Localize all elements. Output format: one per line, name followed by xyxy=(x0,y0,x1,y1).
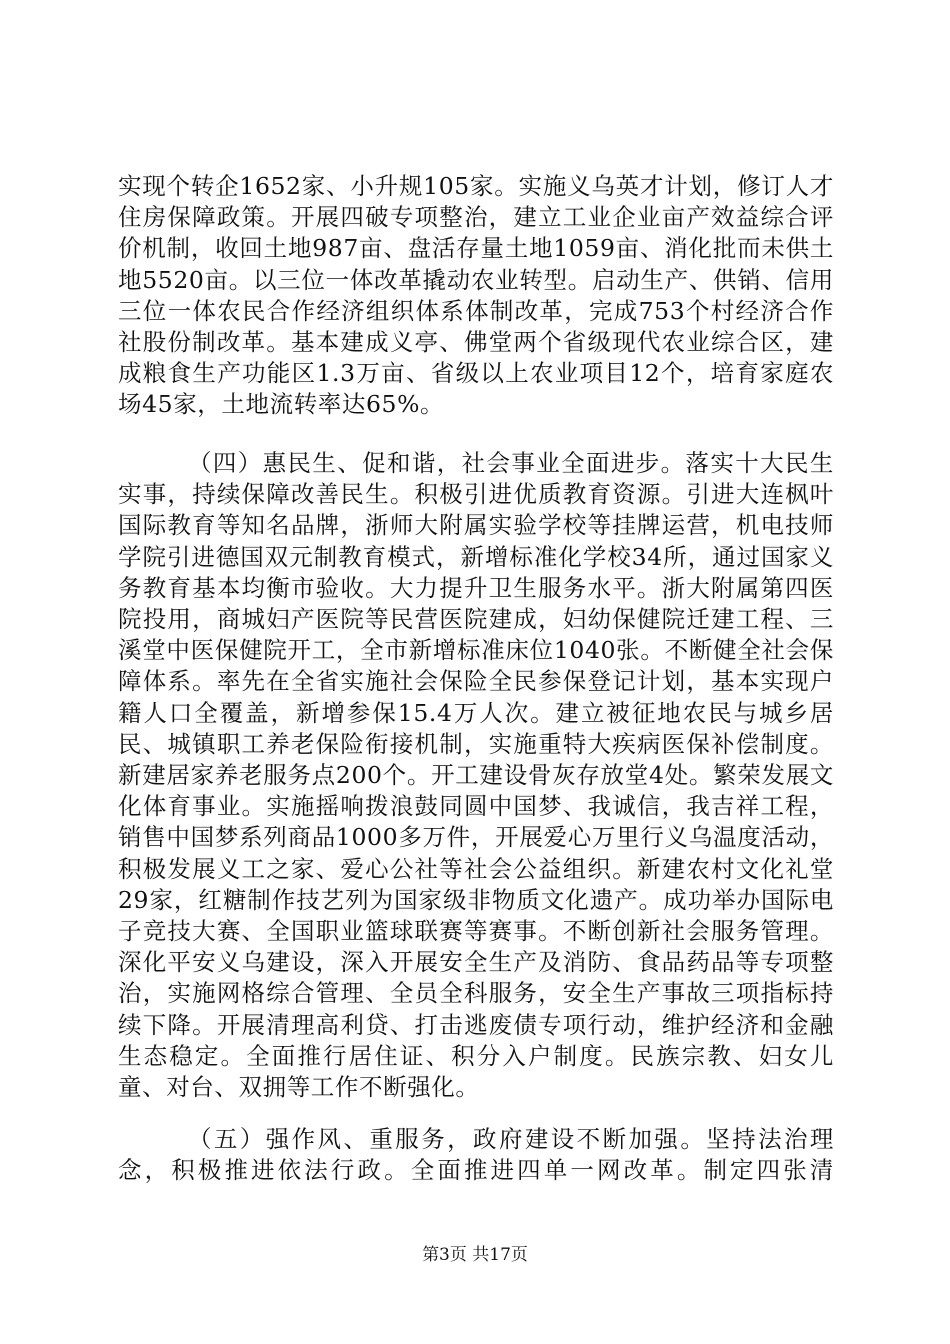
paragraph-economy: 实现个转企1652家、小升规105家。实施义乌英才计划，修订人才住房保障政策。开展四破专项整治，建立工业企业亩产效益综合评价机制，收回土地987亩、盘活存量土地1059亩、消化批而未供土地5520亩。以三位一体改革撬动农业转型。启动生产、供销、信用三位一体农民合作经济组织体系体制改革，完成753个村经济合作社股份制改革。基本建成义亭、佛堂两个省级现代农业综合区，建成粮食生产功能区1.3万亩、省级以上农业项目12个，培育家庭农场45家，土地流转率达65%。 xyxy=(118,172,834,419)
page-number-footer: 第3页 共17页 xyxy=(422,1245,528,1265)
paragraph-government: （五）强作风、重服务，政府建设不断加强。坚持法治理念，积极推进依法行政。全面推进四单一网改革。制定四张清 xyxy=(118,1125,834,1185)
paragraph-livelihood: （四）惠民生、促和谐，社会事业全面进步。落实十大民生实事，持续保障改善民生。积极引进优质教育资源。引进大连枫叶国际教育等知名品牌，浙师大附属实验学校等挂牌运营，机电技师学院引进德国双元制教育模式，新增标准化学校34所，通过国家义务教育基本均衡市验收。大力提升卫生服务水平。浙大附属第四医院投用，商城妇产医院等民营医院建成，妇幼保健院迁建工程、三溪堂中医保健院开工，全市新增标准床位1040张。不断健全社会保障体系。率先在全省实施社会保险全民参保登记计划，基本实现户籍人口全覆盖，新增参保15.4万人次。建立被征地农民与城乡居民、城镇职工养老保险衔接机制，实施重特大疾病医保补偿制度。新建居家养老服务点200个。开工建设骨灰存放堂4处。繁荣发展文化体育事业。实施摇响拨浪鼓同圆中国梦、我诚信，我吉祥工程，销售中国梦系列商品1000多万件，开展爱心万里行义乌温度活动，积极发展义工之家、爱心公社等社会公益组织。新建农村文化礼堂29家，红糖制作技艺列为国家级非物质文化遗产。成功举办国际电子竞技大赛、全国职业篮球联赛等赛事。不断创新社会服务管理。深化平安义乌建设，深入开展安全生产及消防、食品药品等专项整治，实施网格综合管理、全员全科服务，安全生产事故三项指标持续下降。开展清理高利贷、打击逃废债专项行动，维护经济和金融生态稳定。全面推行居住证、积分入户制度。民族宗教、妇女儿童、对台、双拥等工作不断强化。 xyxy=(118,449,834,1102)
